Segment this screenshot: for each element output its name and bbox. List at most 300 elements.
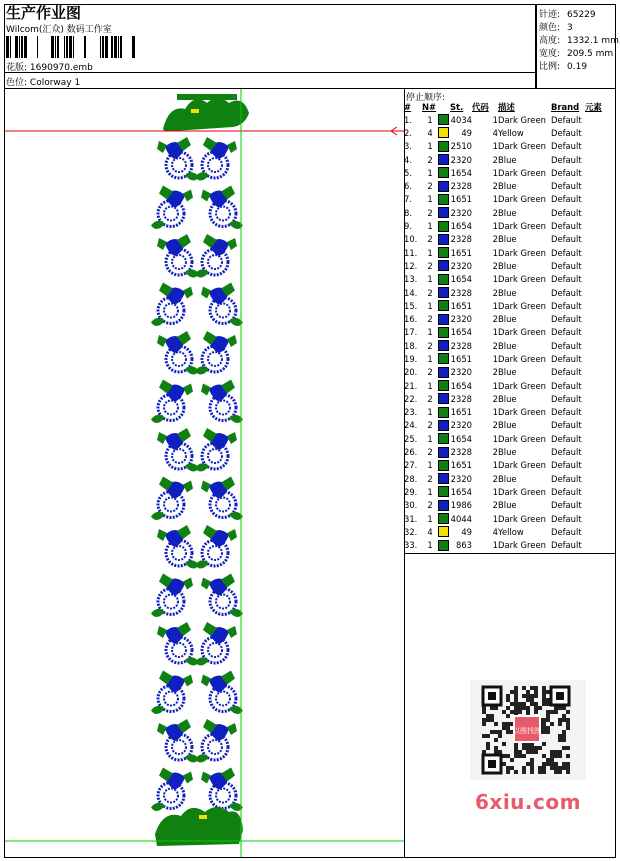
row-element <box>585 392 602 405</box>
row-idx: 28. <box>404 473 418 484</box>
table-row <box>404 339 602 352</box>
row-code: 2 <box>492 314 498 325</box>
row-stitches: 1654 <box>450 380 472 391</box>
row-desc: Dark Green <box>498 353 546 364</box>
row-code: 1 <box>492 380 498 391</box>
row-swatch <box>438 233 450 246</box>
row-swatch <box>438 179 450 192</box>
color-swatch <box>438 500 449 511</box>
row-desc: Blue <box>498 340 517 351</box>
row-n: 2 <box>427 207 433 218</box>
flower-line <box>6 60 93 73</box>
row-element <box>585 286 602 299</box>
row-stitches: 1654 <box>450 274 472 285</box>
row-brand: Default <box>551 460 582 471</box>
table-row <box>404 432 602 445</box>
row-brand: Default <box>551 540 582 551</box>
row-code: 1 <box>492 247 498 258</box>
row-idx: 8. <box>404 207 412 218</box>
color-swatch <box>438 380 449 391</box>
row-idx: 15. <box>404 300 418 311</box>
table-row <box>404 246 602 259</box>
table-row <box>404 525 602 538</box>
row-desc: Blue <box>498 420 517 431</box>
row-swatch <box>438 432 450 445</box>
row-idx: 27. <box>404 460 418 471</box>
embroidery-artwork <box>151 94 249 846</box>
row-desc: Blue <box>498 154 517 165</box>
row-n: 1 <box>427 300 433 311</box>
row-n: 1 <box>427 433 433 444</box>
row-stitches: 1651 <box>450 194 472 205</box>
table-row <box>404 140 602 153</box>
row-element <box>585 126 602 139</box>
row-swatch <box>438 273 450 286</box>
row-idx: 10. <box>404 234 418 245</box>
row-n: 2 <box>427 154 433 165</box>
table-row <box>404 366 602 379</box>
row-stitches: 2328 <box>450 393 472 404</box>
row-code: 1 <box>492 114 498 125</box>
row-desc: Blue <box>498 287 517 298</box>
row-stitches: 2328 <box>450 447 472 458</box>
row-desc: Dark Green <box>498 167 546 178</box>
row-idx: 16. <box>404 314 418 325</box>
row-n: 1 <box>427 407 433 418</box>
row-element <box>585 525 602 538</box>
row-swatch <box>438 259 450 272</box>
row-idx: 30. <box>404 500 418 511</box>
color-swatch <box>438 340 449 351</box>
row-idx: 29. <box>404 486 418 497</box>
stat-scale: 比例: 0.19 <box>539 62 588 72</box>
row-stitches: 1654 <box>450 486 472 497</box>
row-code: 1 <box>492 353 498 364</box>
row-element <box>585 246 602 259</box>
row-swatch <box>438 459 450 472</box>
color-swatch <box>438 181 449 192</box>
row-stitches: 1651 <box>450 353 472 364</box>
row-brand: Default <box>551 221 582 232</box>
row-stitches: 1654 <box>450 433 472 444</box>
row-idx: 2. <box>404 127 412 138</box>
row-idx: 13. <box>404 274 418 285</box>
table-row <box>404 406 602 419</box>
row-desc: Dark Green <box>498 433 546 444</box>
color-swatch <box>438 447 449 458</box>
table-row <box>404 539 602 552</box>
row-brand: Default <box>551 154 582 165</box>
row-stitches: 49 <box>461 526 472 537</box>
row-idx: 23. <box>404 407 418 418</box>
row-code: 1 <box>492 300 498 311</box>
row-swatch <box>438 166 450 179</box>
row-element <box>585 352 602 365</box>
row-element <box>585 539 602 552</box>
color-swatch <box>438 327 449 338</box>
row-code: 1 <box>492 141 498 152</box>
table-row <box>404 273 602 286</box>
row-element <box>585 259 602 272</box>
row-brand: Default <box>551 300 582 311</box>
row-desc: Dark Green <box>498 221 546 232</box>
row-desc: Dark Green <box>498 380 546 391</box>
row-idx: 12. <box>404 260 418 271</box>
row-idx: 24. <box>404 420 418 431</box>
colorway-value: Colorway 1 <box>29 78 81 88</box>
row-code: 1 <box>492 167 498 178</box>
row-swatch <box>438 286 450 299</box>
row-stitches: 2320 <box>450 207 472 218</box>
row-desc: Yellow <box>498 526 524 537</box>
table-row <box>404 459 602 472</box>
row-idx: 18. <box>404 340 418 351</box>
row-desc: Dark Green <box>498 513 546 524</box>
row-n: 1 <box>427 540 433 551</box>
row-code: 1 <box>492 221 498 232</box>
row-element <box>585 419 602 432</box>
row-idx: 11. <box>404 247 418 258</box>
row-element <box>585 366 602 379</box>
color-swatch <box>438 420 449 431</box>
color-swatch <box>438 433 449 444</box>
row-code: 2 <box>492 500 498 511</box>
row-n: 1 <box>427 221 433 232</box>
row-desc: Blue <box>498 473 517 484</box>
row-desc: Blue <box>498 447 517 458</box>
stat-height: 高度: 1332.1 mm <box>539 36 619 46</box>
color-swatch <box>438 314 449 325</box>
row-code: 1 <box>492 274 498 285</box>
row-element <box>585 499 602 512</box>
stat-colors: 颜色: 3 <box>539 23 573 33</box>
color-swatch <box>438 127 449 138</box>
row-code: 2 <box>492 367 498 378</box>
row-idx: 22. <box>404 393 418 404</box>
row-code: 2 <box>492 234 498 245</box>
row-n: 1 <box>427 486 433 497</box>
stop-sequence-table <box>404 101 602 552</box>
row-brand: Default <box>551 526 582 537</box>
row-brand: Default <box>551 420 582 431</box>
row-n: 2 <box>427 314 433 325</box>
row-swatch <box>438 379 450 392</box>
color-swatch <box>438 540 449 551</box>
row-stitches: 4044 <box>450 513 472 524</box>
row-idx: 21. <box>404 380 418 391</box>
flower-value: 1690970.emb <box>29 63 93 73</box>
row-swatch <box>438 525 450 538</box>
row-idx: 9. <box>404 221 412 232</box>
row-swatch <box>438 113 450 126</box>
row-stitches: 1654 <box>450 327 472 338</box>
row-brand: Default <box>551 407 582 418</box>
row-code: 1 <box>492 327 498 338</box>
row-code: 2 <box>492 287 498 298</box>
table-row <box>404 299 602 312</box>
row-code: 2 <box>492 420 498 431</box>
row-desc: Blue <box>498 314 517 325</box>
row-n: 1 <box>427 247 433 258</box>
row-idx: 7. <box>404 194 412 205</box>
row-element <box>585 445 602 458</box>
row-stitches: 2320 <box>450 420 472 431</box>
colorway-line <box>6 75 80 88</box>
row-idx: 25. <box>404 433 418 444</box>
color-swatch <box>438 167 449 178</box>
colorway-label: 色位: <box>6 78 28 88</box>
row-n: 1 <box>427 327 433 338</box>
row-desc: Yellow <box>498 127 524 138</box>
row-idx: 4. <box>404 154 412 165</box>
color-swatch <box>438 473 449 484</box>
row-code: 2 <box>492 447 498 458</box>
row-element <box>585 179 602 192</box>
row-element <box>585 206 602 219</box>
row-n: 2 <box>427 447 433 458</box>
row-n: 1 <box>427 460 433 471</box>
row-brand: Default <box>551 433 582 444</box>
row-desc: Blue <box>498 260 517 271</box>
row-swatch <box>438 406 450 419</box>
color-swatch <box>438 114 449 125</box>
row-swatch <box>438 445 450 458</box>
row-swatch <box>438 339 450 352</box>
row-brand: Default <box>551 380 582 391</box>
row-code: 1 <box>492 194 498 205</box>
row-code: 2 <box>492 260 498 271</box>
row-swatch <box>438 485 450 498</box>
row-stitches: 1654 <box>450 167 472 178</box>
row-brand: Default <box>551 247 582 258</box>
table-row <box>404 312 602 325</box>
row-swatch <box>438 419 450 432</box>
row-desc: Blue <box>498 234 517 245</box>
row-code: 2 <box>492 181 498 192</box>
table-row <box>404 233 602 246</box>
row-code: 2 <box>492 393 498 404</box>
row-idx: 32. <box>404 526 418 537</box>
row-brand: Default <box>551 234 582 245</box>
row-brand: Default <box>551 260 582 271</box>
row-code: 1 <box>492 407 498 418</box>
row-idx: 33. <box>404 540 418 551</box>
row-swatch <box>438 326 450 339</box>
table-row <box>404 219 602 232</box>
col-desc: 描述 <box>498 102 515 112</box>
row-element <box>585 166 602 179</box>
row-n: 1 <box>427 274 433 285</box>
row-desc: Blue <box>498 500 517 511</box>
row-n: 1 <box>427 194 433 205</box>
color-swatch <box>438 300 449 311</box>
row-n: 2 <box>427 500 433 511</box>
row-idx: 6. <box>404 181 412 192</box>
row-code: 2 <box>492 154 498 165</box>
color-swatch <box>438 274 449 285</box>
row-swatch <box>438 352 450 365</box>
row-n: 2 <box>427 393 433 404</box>
row-desc: Dark Green <box>498 300 546 311</box>
color-swatch <box>438 393 449 404</box>
row-idx: 1. <box>404 114 412 125</box>
watermark-site: 6xiu.com <box>475 790 581 814</box>
row-brand: Default <box>551 327 582 338</box>
row-desc: Dark Green <box>498 194 546 205</box>
row-brand: Default <box>551 486 582 497</box>
table-row <box>404 445 602 458</box>
row-brand: Default <box>551 181 582 192</box>
row-n: 1 <box>427 167 433 178</box>
row-desc: Dark Green <box>498 114 546 125</box>
row-code: 2 <box>492 340 498 351</box>
stat-width: 宽度: 209.5 mm <box>539 49 614 59</box>
row-swatch <box>438 126 450 139</box>
row-brand: Default <box>551 367 582 378</box>
row-element <box>585 512 602 525</box>
row-n: 4 <box>427 526 433 537</box>
row-idx: 20. <box>404 367 418 378</box>
row-stitches: 2328 <box>450 287 472 298</box>
color-swatch <box>438 353 449 364</box>
table-row <box>404 485 602 498</box>
table-row <box>404 326 602 339</box>
row-stitches: 1986 <box>450 500 472 511</box>
row-n: 1 <box>427 513 433 524</box>
row-brand: Default <box>551 141 582 152</box>
row-desc: Dark Green <box>498 460 546 471</box>
row-idx: 31. <box>404 513 418 524</box>
color-swatch <box>438 367 449 378</box>
row-element <box>585 485 602 498</box>
row-n: 1 <box>427 353 433 364</box>
row-n: 2 <box>427 260 433 271</box>
table-row <box>404 153 602 166</box>
row-stitches: 1651 <box>450 460 472 471</box>
qr-badge-text: 以图找图 <box>513 727 541 735</box>
color-swatch <box>438 141 449 152</box>
row-swatch <box>438 153 450 166</box>
table-row <box>404 126 602 139</box>
row-desc: Dark Green <box>498 407 546 418</box>
row-stitches: 2328 <box>450 181 472 192</box>
row-brand: Default <box>551 274 582 285</box>
row-brand: Default <box>551 127 582 138</box>
row-idx: 3. <box>404 141 412 152</box>
color-swatch <box>438 260 449 271</box>
color-swatch <box>438 194 449 205</box>
row-element <box>585 312 602 325</box>
row-n: 2 <box>427 367 433 378</box>
row-element <box>585 233 602 246</box>
row-stitches: 863 <box>456 540 472 551</box>
row-stitches: 4034 <box>450 114 472 125</box>
row-brand: Default <box>551 167 582 178</box>
row-desc: Dark Green <box>498 327 546 338</box>
color-swatch <box>438 513 449 524</box>
table-row <box>404 379 602 392</box>
row-swatch <box>438 193 450 206</box>
table-row <box>404 392 602 405</box>
color-swatch <box>438 221 449 232</box>
table-row <box>404 419 602 432</box>
color-swatch <box>438 287 449 298</box>
row-swatch <box>438 140 450 153</box>
col-swatch <box>438 101 450 113</box>
row-n: 2 <box>427 181 433 192</box>
col-brand: Brand <box>551 102 580 112</box>
row-brand: Default <box>551 473 582 484</box>
row-idx: 17. <box>404 327 418 338</box>
table-row <box>404 352 602 365</box>
table-row <box>404 499 602 512</box>
row-stitches: 1651 <box>450 407 472 418</box>
table-row <box>404 259 602 272</box>
barcode-icon <box>6 36 140 58</box>
row-brand: Default <box>551 447 582 458</box>
page-title: 生产作业图 <box>6 4 82 22</box>
col-code: 代码 <box>472 102 489 112</box>
row-swatch <box>438 512 450 525</box>
row-swatch <box>438 299 450 312</box>
row-desc: Blue <box>498 367 517 378</box>
color-swatch <box>438 154 449 165</box>
row-swatch <box>438 246 450 259</box>
color-swatch <box>438 234 449 245</box>
table-row <box>404 113 602 126</box>
row-desc: Dark Green <box>498 141 546 152</box>
color-swatch <box>438 407 449 418</box>
row-element <box>585 153 602 166</box>
stat-stitches: 针迹: 65229 <box>539 10 596 20</box>
row-element <box>585 113 602 126</box>
row-stitches: 1654 <box>450 221 472 232</box>
row-brand: Default <box>551 353 582 364</box>
row-code: 2 <box>492 473 498 484</box>
row-n: 2 <box>427 340 433 351</box>
qr-badge <box>513 716 541 742</box>
row-n: 2 <box>427 420 433 431</box>
row-brand: Default <box>551 114 582 125</box>
row-element <box>585 326 602 339</box>
row-swatch <box>438 539 450 552</box>
row-desc: Dark Green <box>498 247 546 258</box>
row-desc: Blue <box>498 393 517 404</box>
row-idx: 14. <box>404 287 418 298</box>
col-n: N# <box>422 102 437 112</box>
row-stitches: 2320 <box>450 473 472 484</box>
row-desc: Blue <box>498 181 517 192</box>
row-desc: Dark Green <box>498 486 546 497</box>
row-code: 1 <box>492 513 498 524</box>
row-swatch <box>438 392 450 405</box>
row-code: 4 <box>492 127 498 138</box>
table-row <box>404 193 602 206</box>
row-stitches: 2510 <box>450 141 472 152</box>
color-swatch <box>438 207 449 218</box>
col-element: 元素 <box>585 102 602 112</box>
table-header-row <box>404 101 602 113</box>
flower-label: 花版: <box>6 63 28 73</box>
row-element <box>585 406 602 419</box>
table-row <box>404 166 602 179</box>
row-stitches: 1651 <box>450 300 472 311</box>
row-stitches: 2320 <box>450 260 472 271</box>
row-desc: Blue <box>498 207 517 218</box>
row-desc: Dark Green <box>498 274 546 285</box>
stop-sequence-title: 停止顺序: <box>406 93 446 103</box>
color-swatch <box>438 247 449 258</box>
